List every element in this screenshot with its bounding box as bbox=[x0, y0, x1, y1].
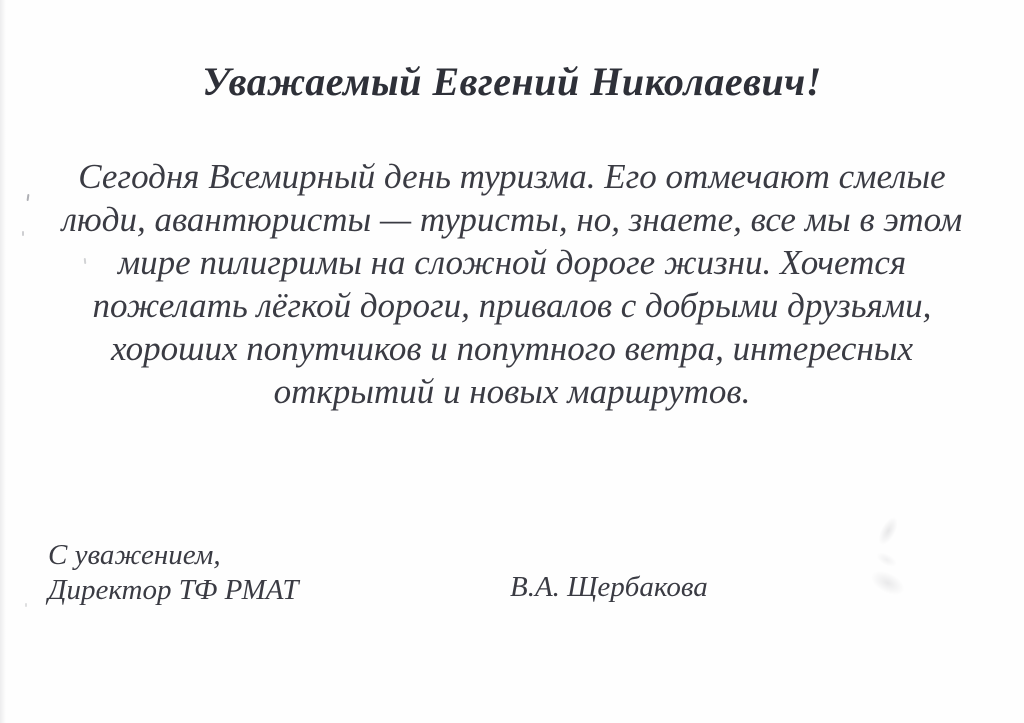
closing-title: Директор ТФ РМАТ bbox=[48, 574, 299, 606]
body-line: люди, авантюристы — туристы, но, знаете, все мы в этом bbox=[61, 200, 963, 239]
scan-smudge-artifact bbox=[839, 505, 944, 619]
signature-name: В.А. Щербакова bbox=[510, 571, 708, 603]
closing-block bbox=[48, 538, 299, 608]
body-line: Сегодня Всемирный день туризма. Его отмечают смелые bbox=[78, 157, 946, 196]
body-line: открытий и новых маршрутов. bbox=[273, 372, 751, 411]
scan-speck-artifact bbox=[25, 603, 27, 607]
body-line: хороших попутчиков и попутного ветра, интересных bbox=[110, 329, 914, 368]
closing-salutation: С уважением, bbox=[48, 539, 221, 571]
letter-heading: Уважаемый Евгений Николаевич! bbox=[202, 59, 822, 104]
letter-body bbox=[0, 155, 1024, 413]
body-line: мире пилигримы на сложной дороге жизни. Хочется bbox=[117, 243, 907, 282]
body-line: пожелать лёгкой дороги, привалов с добрыми друзьями, bbox=[92, 286, 932, 325]
